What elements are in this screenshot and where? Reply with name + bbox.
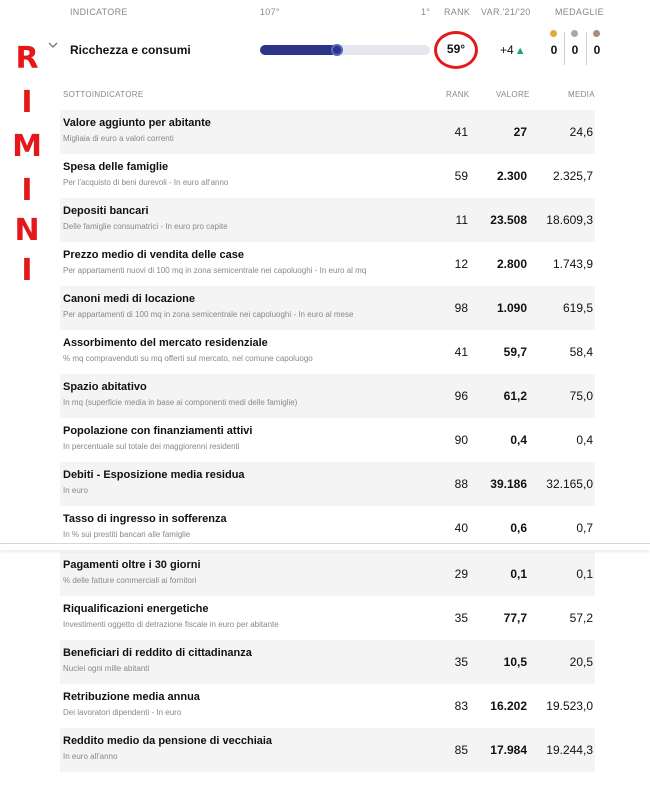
row-description: Per l'acquisto di beni durevoli - In euro all'anno <box>63 178 229 187</box>
row-value: 2.300 <box>496 169 527 183</box>
row-title: Beneficiari di reddito di cittadinanza <box>63 647 252 659</box>
row-average: 20,5 <box>569 655 593 669</box>
row-average: 1.743,9 <box>552 257 593 271</box>
rank-position-marker <box>331 44 343 56</box>
row-average: 32.165,0 <box>546 477 593 491</box>
row-rank: 98 <box>454 301 468 315</box>
row-description: Nuclei ogni mille abitanti <box>63 664 150 673</box>
row-average: 0,1 <box>576 567 593 581</box>
row-rank: 35 <box>454 655 468 669</box>
row-rank: 41 <box>454 345 468 359</box>
row-value: 61,2 <box>503 389 527 403</box>
row-description: Delle famiglie consumatrici - In euro pro capite <box>63 222 228 231</box>
chevron-down-icon[interactable] <box>47 39 59 51</box>
row-rank: 35 <box>454 611 468 625</box>
table-row <box>60 198 595 242</box>
row-average: 57,2 <box>569 611 593 625</box>
header-media: MEDIA <box>568 90 595 99</box>
table-row <box>60 154 595 198</box>
row-title: Depositi bancari <box>63 205 149 217</box>
city-letter: I <box>21 173 33 208</box>
indicator-table-header <box>0 7 650 21</box>
row-value: 1.090 <box>496 301 527 315</box>
row-rank: 96 <box>454 389 468 403</box>
header-rank-high: 1° <box>421 7 431 17</box>
row-description: Per appartamenti nuovi di 100 mq in zona semicentrale nei capoluoghi - In euro al mq <box>63 266 367 275</box>
row-average: 24,6 <box>569 125 593 139</box>
row-description: In euro all'anno <box>63 752 118 761</box>
header-sottoindicatore: SOTTOINDICATORE <box>63 90 144 99</box>
table-row <box>60 596 595 640</box>
row-rank: 12 <box>454 257 468 271</box>
row-title: Riqualificazioni energetiche <box>63 603 209 615</box>
header-indicatore: INDICATORE <box>70 7 128 17</box>
row-rank: 90 <box>454 433 468 447</box>
row-rank: 59 <box>454 169 468 183</box>
row-title: Spesa delle famiglie <box>63 161 169 173</box>
row-title: Reddito medio da pensione di vecchiaia <box>63 735 273 747</box>
up-triangle-icon: ▲ <box>514 45 526 57</box>
variation-value: +4 <box>500 43 514 57</box>
row-value: 2.800 <box>496 257 527 271</box>
row-value: 23.508 <box>490 213 527 227</box>
row-title: Retribuzione media annua <box>63 691 200 703</box>
table-row <box>60 462 595 506</box>
table-row <box>60 728 595 772</box>
row-description: Investimenti oggetto di detrazione fiscale in euro per abitante <box>63 620 279 629</box>
silver-medal-count: 0 <box>571 43 579 57</box>
row-description: % mq compravenduti su mq offerti sul mercato, nel comune capoluogo <box>63 354 313 363</box>
row-average: 75,0 <box>569 389 593 403</box>
row-description: Per appartamenti di 100 mq in zona semicentrale nei capoluoghi - In euro al mese <box>63 310 354 319</box>
city-letter: N <box>14 213 40 248</box>
row-value: 39.186 <box>490 477 527 491</box>
row-title: Valore aggiunto per abitante <box>63 117 211 129</box>
table-row <box>60 640 595 684</box>
table-row <box>60 552 595 596</box>
table-row <box>60 330 595 374</box>
row-description: In % sui prestiti bancari alle famiglie <box>63 530 191 539</box>
row-rank: 11 <box>455 213 468 227</box>
row-description: In mq (superficie media in base ai componenti medi delle famiglie) <box>63 398 298 407</box>
city-letter: M <box>12 129 42 164</box>
row-rank: 83 <box>454 699 468 713</box>
rank-position-bar <box>260 45 430 55</box>
table-row <box>60 374 595 418</box>
indicator-row[interactable] <box>0 30 650 76</box>
row-value: 0,1 <box>510 567 527 581</box>
header-medals: MEDAGLIE <box>555 7 604 17</box>
header-variation: VAR.'21/'20 <box>481 7 531 17</box>
row-average: 2.325,7 <box>552 169 593 183</box>
row-average: 19.523,0 <box>546 699 593 713</box>
row-title: Pagamenti oltre i 30 giorni <box>63 559 201 571</box>
row-rank: 40 <box>454 521 468 535</box>
row-value: 0,6 <box>510 521 527 535</box>
row-average: 19.244,3 <box>546 743 593 757</box>
row-rank: 29 <box>454 567 468 581</box>
divider <box>586 32 587 65</box>
row-value: 16.202 <box>490 699 527 713</box>
row-value: 77,7 <box>503 611 527 625</box>
row-value: 10,5 <box>503 655 527 669</box>
row-title: Assorbimento del mercato residenziale <box>63 337 268 349</box>
bronze-medal-count: 0 <box>593 43 601 57</box>
table-row <box>60 286 595 330</box>
row-title: Canoni medi di locazione <box>63 293 196 305</box>
row-title: Debiti - Esposizione media residua <box>63 469 245 481</box>
gold-medal-count: 0 <box>550 43 558 57</box>
row-description: In percentuale sul totale dei maggiorenni residenti <box>63 442 240 451</box>
row-average: 0,7 <box>576 521 593 535</box>
row-title: Spazio abitativo <box>63 381 147 393</box>
table-row <box>60 110 595 154</box>
row-average: 0,4 <box>576 433 593 447</box>
row-value: 17.984 <box>490 743 527 757</box>
city-letter: I <box>21 253 33 288</box>
row-rank: 41 <box>454 125 468 139</box>
subindicator-table-header <box>0 90 650 102</box>
row-value: 0,4 <box>510 433 527 447</box>
row-description: In euro <box>63 486 88 495</box>
header-rank: RANK <box>444 7 471 17</box>
header-sub-rank: RANK <box>446 90 470 99</box>
row-title: Prezzo medio di vendita delle case <box>63 249 244 261</box>
row-title: Popolazione con finanziamenti attivi <box>63 425 253 437</box>
table-row <box>60 684 595 728</box>
table-row <box>60 242 595 286</box>
row-average: 58,4 <box>569 345 593 359</box>
header-rank-low: 107° <box>260 7 280 17</box>
row-description: Dei lavoratori dipendenti - In euro <box>63 708 182 717</box>
indicator-rank: 59° <box>446 42 466 56</box>
header-valore: VALORE <box>496 90 530 99</box>
divider <box>564 32 565 65</box>
row-title: Tasso di ingresso in sofferenza <box>63 513 227 525</box>
row-average: 619,5 <box>562 301 593 315</box>
row-value: 59,7 <box>503 345 527 359</box>
table-row <box>60 418 595 462</box>
gold-medal-icon <box>550 30 557 37</box>
row-description: Migliaia di euro a valori correnti <box>63 134 174 143</box>
silver-medal-icon <box>571 30 578 37</box>
city-letter: I <box>21 85 33 120</box>
indicator-variation <box>500 43 526 57</box>
row-description: % delle fatture commerciali ai fornitori <box>63 576 197 585</box>
rank-position-fill <box>260 45 337 55</box>
row-rank: 85 <box>454 743 468 757</box>
bronze-medal-icon <box>593 30 600 37</box>
page-break-divider <box>0 543 650 550</box>
row-value: 27 <box>513 125 527 139</box>
indicator-title: Ricchezza e consumi <box>70 43 191 57</box>
row-rank: 88 <box>454 477 468 491</box>
city-letter: R <box>15 41 39 76</box>
row-average: 18.609,3 <box>546 213 593 227</box>
